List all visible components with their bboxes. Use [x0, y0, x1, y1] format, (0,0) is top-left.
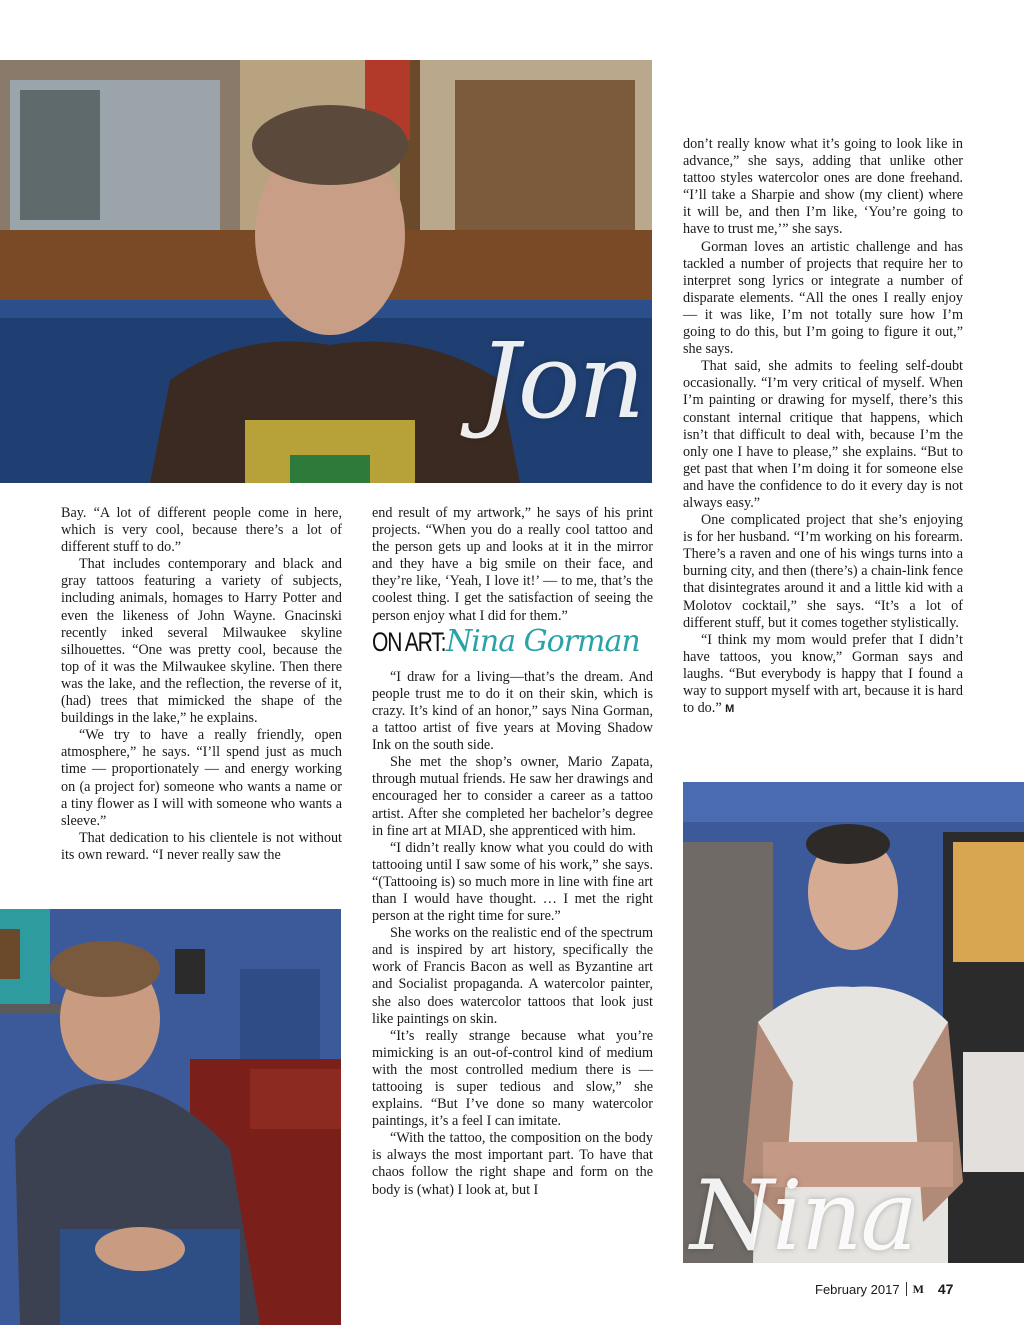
col2-paragraph: She works on the realistic end of the spectrum and is inspired by art history, specifically the work of Francis Bacon as well as Byzantine art and Socialist propaganda. A watercolor painter, she also does watercolor tattoos that look just like paintings on skin. [372, 925, 653, 1027]
col1-paragraph: That includes contemporary and black and gray tattoos featuring a variety of subjects, including animals, homages to Harry Potter and even the likeness of John Wayne. Gnacinski recently inked several Milwaukee skyline silhouettes. “One was pretty cool, because the top of it was the Milwaukee skyline. Then there was the lake, and the reflection, the reverse of it, (had) trees that mimicked the shape of the buildings in the lake,” he explains. [61, 556, 342, 727]
photo-name-nina: Nina [690, 1160, 916, 1272]
end-mark: M [725, 703, 735, 716]
col2-paragraph: She met the shop’s owner, Mario Zapata, through mutual friends. He saw her drawings and encouraged her to consider a career as a tattoo artist. After she completed her bachelor’s degree in fine art at MIAD, she apprenticed with him. [372, 754, 653, 839]
issue-date: February 2017 [815, 1281, 900, 1297]
col2-paragraph: “It’s really strange because what you’re mimicking is an out-of-control kind of medium with the most controlled medium there is — tattooing is super tedious and slow,” she explains. “But I’ve done so many watercolor paintings, it’s a feel I can imitate. [372, 1027, 653, 1130]
col3-last-paragraph [683, 632, 963, 718]
article-column-3 [683, 136, 963, 718]
col2-paragraph: “I didn’t really know what you could do with tattooing until I saw some of his work,” she says. “(Tattooing is) so much more in line with fine art than I would have thought. … I met the right person at the right time for sure.” [372, 839, 653, 925]
col1-paragraph: That dedication to his clientele is not without its own reward. “I never really saw the [61, 829, 342, 863]
col1-paragraph: Bay. “A lot of different people come in here, which is very cool, because there’s a lot of different stuff to do.” [61, 505, 342, 556]
col3-paragraph: Gorman loves an artistic challenge and has tackled a number of projects that require her to interpret song lyrics or integrate a number of disparate elements. “All the ones I really enjoy — it was like, I’m not totally sure how I’m going to do this, but I’m going to figure it out,” she says. [683, 238, 963, 358]
page-number: 47 [937, 1281, 954, 1297]
section-heading-label: ON ART: [372, 626, 446, 657]
page-footer [815, 1281, 953, 1297]
col3-paragraph-text: “I think my mom would prefer that I didn’t have tattoos, you know,” Gorman says and laughs. “But everybody is happy that I found a way to support myself with art, because it is hard to do.” [683, 631, 963, 717]
article-column-2 [372, 505, 653, 1199]
photo-name-jon: Jon [478, 320, 644, 442]
footer-divider [906, 1282, 907, 1296]
col1-paragraph: “We try to have a really friendly, open atmosphere,” he says. “I’ll spend just as much time — proportionately — and energy working on (a project for) someone who wants a name or a tiny flower as I will with someone who wants a sleeve.” [61, 727, 342, 829]
col2-paragraph: “With the tattoo, the composition on the body is always the most important part. To have that chaos follow the right shape and form on the body is (what) I look at, but I [372, 1130, 653, 1198]
photo-gnacinski-image [0, 909, 341, 1325]
article-column-1 [61, 505, 342, 864]
col3-paragraph: One complicated project that she’s enjoying is for her husband. “I’m working on his forearm. There’s a raven and one of his wings turns into a burning city, and then (there’s) a chain-link fence that disintegrates around it and a little kid with a Molotov cocktail,” she says. “It’s a lot of different stuff, but it comes together stylistically. [683, 512, 963, 631]
col3-paragraph: don’t really know what it’s going to look like in advance,” she says, adding that unlike other tattoo styles watercolor ones are done freehand. “I’ll take a Sharpie and show (my client) where it will be, and then I’m like, ‘You’re going to have to trust me,’” she says. [683, 136, 963, 238]
section-heading [372, 623, 653, 659]
col2-intro-paragraph: end result of my artwork,” he says of his print projects. “When you do a really cool tattoo and the person gets up and looks at it in the mirror and they have a big smile on their face, and they’re like, ‘Yeah, I love it!’ — to me, that’s the coolest thing. I get the satisfaction of seeing the person enjoy what I did for them.” [372, 505, 653, 624]
section-heading-name: Nina Gorman [446, 623, 640, 659]
col2-paragraph: “I draw for a living—that’s the dream. And people trust me to do it on their skin, which is crazy. It’s kind of an honor,” says Nina Gorman, a tattoo artist of five years at Moving Shadow Ink on the south side. [372, 668, 653, 754]
col3-paragraph: That said, she admits to feeling self-doubt occasionally. “I’m very critical of myself. When I’m painting or drawing for myself, there’s this constant internal critique that happens, which isn’t that difficult to deal with, because I’m the only one I have to please,” she explains. “But to get past that when I’m doing it for someone else and have the confidence to do it every day is not always easy.” [683, 358, 963, 511]
magazine-mark: M [912, 1281, 924, 1296]
photo-gnacinski [0, 909, 341, 1325]
